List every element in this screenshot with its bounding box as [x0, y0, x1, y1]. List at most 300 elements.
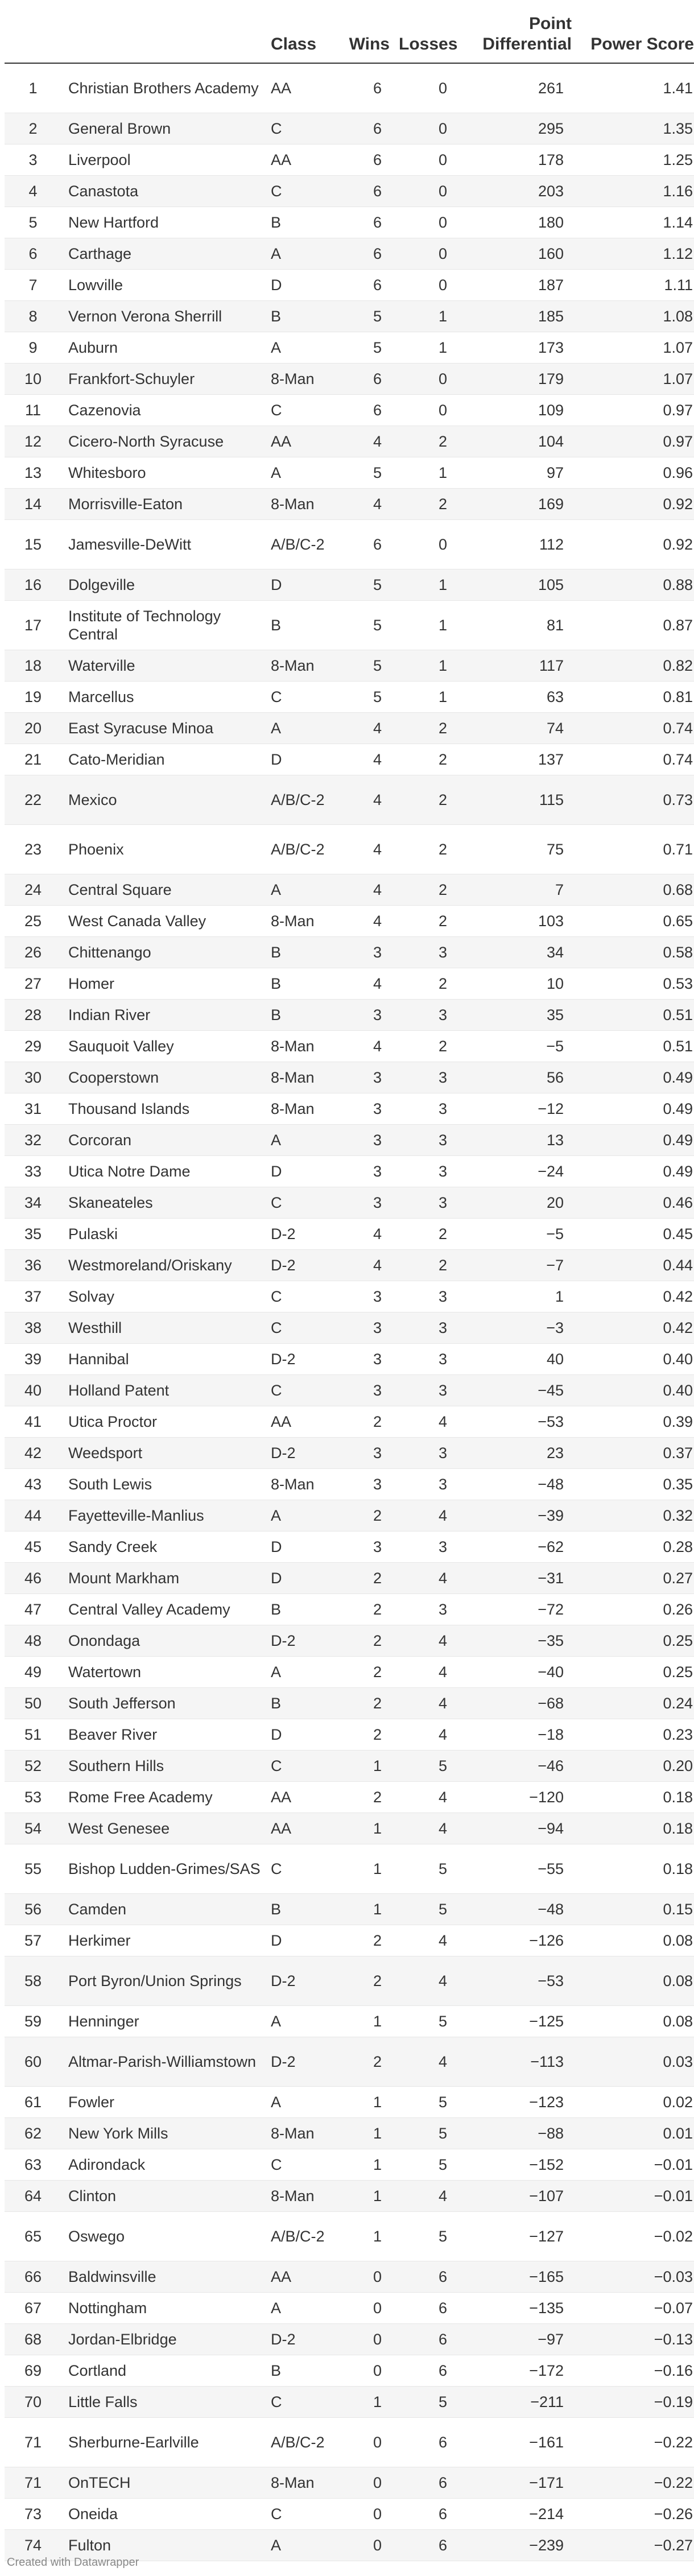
wins-cell: 2 — [337, 1563, 394, 1594]
team-cell: Onondaga — [61, 1625, 266, 1657]
table-row — [5, 1344, 694, 1375]
team-cell: Indian River — [61, 1000, 266, 1031]
class-cell: D — [266, 1531, 337, 1563]
wins-cell: 6 — [337, 207, 394, 238]
table-row — [5, 2087, 694, 2118]
power-score-cell: 0.74 — [576, 713, 694, 744]
table-row — [5, 1125, 694, 1156]
team-cell: Herkimer — [61, 1925, 266, 1956]
power-score-cell: 0.46 — [576, 1187, 694, 1219]
point-differential-cell: 180 — [460, 207, 576, 238]
class-cell: C — [266, 1844, 337, 1894]
rank-cell: 59 — [5, 2006, 61, 2037]
power-score-cell: 0.49 — [576, 1156, 694, 1187]
losses-cell: 4 — [394, 1813, 460, 1844]
class-cell: A/B/C-2 — [266, 775, 337, 825]
wins-cell: 6 — [337, 270, 394, 301]
wins-cell: 3 — [337, 1375, 394, 1406]
losses-cell: 5 — [394, 1844, 460, 1894]
wins-cell: 5 — [337, 332, 394, 364]
team-cell: West Canada Valley — [61, 906, 266, 937]
team-cell: Vernon Verona Sherrill — [61, 301, 266, 332]
class-cell: 8-Man — [266, 2118, 337, 2149]
team-cell: Port Byron/Union Springs — [61, 1956, 266, 2006]
class-cell: 8-Man — [266, 364, 337, 395]
point-differential-cell: 160 — [460, 238, 576, 270]
rank-cell: 60 — [5, 2037, 61, 2087]
power-score-cell: 0.58 — [576, 937, 694, 968]
team-cell: Utica Proctor — [61, 1406, 266, 1438]
team-cell: Fulton — [61, 2530, 266, 2561]
team-cell: Cato-Meridian — [61, 744, 266, 775]
losses-cell: 3 — [394, 1344, 460, 1375]
point-differential-cell: 115 — [460, 775, 576, 825]
wins-cell: 3 — [337, 1438, 394, 1469]
rank-cell: 48 — [5, 1625, 61, 1657]
class-cell: A — [266, 1125, 337, 1156]
rank-cell: 71 — [5, 2467, 61, 2499]
point-differential-cell: −165 — [460, 2261, 576, 2293]
team-cell: Clinton — [61, 2181, 266, 2212]
team-cell: Dolgeville — [61, 569, 266, 601]
rank-cell: 14 — [5, 489, 61, 520]
rank-cell: 38 — [5, 1312, 61, 1344]
rank-cell: 8 — [5, 301, 61, 332]
point-differential-cell: −97 — [460, 2324, 576, 2355]
wins-cell: 2 — [337, 1594, 394, 1625]
wins-cell: 1 — [337, 2087, 394, 2118]
team-cell: Cazenovia — [61, 395, 266, 426]
losses-cell: 2 — [394, 489, 460, 520]
rank-cell: 45 — [5, 1531, 61, 1563]
wins-cell: 4 — [337, 775, 394, 825]
team-cell: General Brown — [61, 113, 266, 145]
rank-cell: 37 — [5, 1281, 61, 1312]
table-row — [5, 1751, 694, 1782]
class-cell: B — [266, 1688, 337, 1719]
losses-cell: 4 — [394, 1688, 460, 1719]
team-cell: Holland Patent — [61, 1375, 266, 1406]
team-cell: South Lewis — [61, 1469, 266, 1500]
team-cell: Solvay — [61, 1281, 266, 1312]
wins-cell: 0 — [337, 2355, 394, 2387]
wins-cell: 3 — [337, 1156, 394, 1187]
class-cell: 8-Man — [266, 2181, 337, 2212]
losses-cell: 1 — [394, 301, 460, 332]
team-cell: Jordan-Elbridge — [61, 2324, 266, 2355]
losses-cell: 4 — [394, 2037, 460, 2087]
rankings-table — [5, 14, 694, 2561]
team-cell: East Syracuse Minoa — [61, 713, 266, 744]
rank-cell: 30 — [5, 1062, 61, 1093]
power-score-cell: 0.96 — [576, 457, 694, 489]
point-differential-cell: −125 — [460, 2006, 576, 2037]
rank-cell: 73 — [5, 2499, 61, 2530]
rank-cell: 24 — [5, 874, 61, 906]
class-cell: A/B/C-2 — [266, 2418, 337, 2467]
losses-cell: 3 — [394, 1469, 460, 1500]
point-differential-cell: −127 — [460, 2212, 576, 2261]
point-differential-cell: 295 — [460, 113, 576, 145]
power-score-cell: −0.27 — [576, 2530, 694, 2561]
team-cell: Southern Hills — [61, 1751, 266, 1782]
losses-cell: 1 — [394, 569, 460, 601]
power-score-cell: −0.01 — [576, 2181, 694, 2212]
rank-cell: 20 — [5, 713, 61, 744]
wins-cell: 5 — [337, 682, 394, 713]
losses-cell: 3 — [394, 1594, 460, 1625]
table-row — [5, 63, 694, 113]
losses-cell: 3 — [394, 1187, 460, 1219]
wins-cell: 4 — [337, 1219, 394, 1250]
losses-cell: 0 — [394, 270, 460, 301]
rank-cell: 44 — [5, 1500, 61, 1531]
team-cell: Central Square — [61, 874, 266, 906]
losses-cell: 1 — [394, 457, 460, 489]
wins-cell: 6 — [337, 176, 394, 207]
wins-cell: 1 — [337, 1844, 394, 1894]
power-score-cell: 1.11 — [576, 270, 694, 301]
point-differential-cell: −45 — [460, 1375, 576, 1406]
losses-cell: 2 — [394, 906, 460, 937]
wins-cell: 4 — [337, 968, 394, 1000]
power-score-cell: 0.37 — [576, 1438, 694, 1469]
table-row — [5, 489, 694, 520]
class-cell: B — [266, 1894, 337, 1925]
losses-cell: 1 — [394, 650, 460, 682]
wins-cell: 6 — [337, 395, 394, 426]
class-cell: C — [266, 1187, 337, 1219]
table-row — [5, 457, 694, 489]
class-cell: A/B/C-2 — [266, 825, 337, 874]
table-row — [5, 238, 694, 270]
rank-cell: 17 — [5, 601, 61, 650]
point-differential-cell: 7 — [460, 874, 576, 906]
losses-cell: 4 — [394, 1563, 460, 1594]
team-cell: Nottingham — [61, 2293, 266, 2324]
table-row — [5, 1156, 694, 1187]
wins-cell: 4 — [337, 426, 394, 457]
table-row — [5, 2467, 694, 2499]
point-differential-cell: −48 — [460, 1469, 576, 1500]
class-cell: D-2 — [266, 2324, 337, 2355]
wins-cell: 2 — [337, 1406, 394, 1438]
table-row — [5, 1782, 694, 1813]
power-score-cell: 0.49 — [576, 1062, 694, 1093]
team-cell: Cortland — [61, 2355, 266, 2387]
table-row — [5, 395, 694, 426]
rank-cell: 64 — [5, 2181, 61, 2212]
point-differential-cell: −48 — [460, 1894, 576, 1925]
losses-cell: 4 — [394, 1500, 460, 1531]
rank-cell: 40 — [5, 1375, 61, 1406]
class-cell: C — [266, 1751, 337, 1782]
wins-cell: 1 — [337, 2006, 394, 2037]
team-cell: Fayetteville-Manlius — [61, 1500, 266, 1531]
point-differential-cell: 185 — [460, 301, 576, 332]
class-cell: D-2 — [266, 1438, 337, 1469]
losses-cell: 2 — [394, 744, 460, 775]
table-row — [5, 1657, 694, 1688]
rank-cell: 9 — [5, 332, 61, 364]
team-cell: South Jefferson — [61, 1688, 266, 1719]
class-cell: C — [266, 1375, 337, 1406]
losses-cell: 4 — [394, 1406, 460, 1438]
losses-cell: 0 — [394, 63, 460, 113]
wins-cell: 0 — [337, 2530, 394, 2561]
losses-cell: 2 — [394, 1250, 460, 1281]
table-row — [5, 1219, 694, 1250]
losses-cell: 6 — [394, 2530, 460, 2561]
class-cell: AA — [266, 2261, 337, 2293]
team-cell: Sherburne-Earlville — [61, 2418, 266, 2467]
point-differential-cell: −126 — [460, 1925, 576, 1956]
wins-cell: 3 — [337, 1000, 394, 1031]
point-differential-cell: −171 — [460, 2467, 576, 2499]
losses-cell: 4 — [394, 1719, 460, 1751]
losses-cell: 4 — [394, 1782, 460, 1813]
losses-cell: 4 — [394, 1925, 460, 1956]
team-cell: Oswego — [61, 2212, 266, 2261]
table-row — [5, 1469, 694, 1500]
team-cell: New York Mills — [61, 2118, 266, 2149]
wins-cell: 4 — [337, 906, 394, 937]
power-score-cell: 0.40 — [576, 1344, 694, 1375]
point-differential-cell: −72 — [460, 1594, 576, 1625]
table-row — [5, 520, 694, 569]
class-cell: B — [266, 1594, 337, 1625]
team-cell: Fowler — [61, 2087, 266, 2118]
losses-cell: 0 — [394, 395, 460, 426]
rank-cell: 1 — [5, 63, 61, 113]
team-cell: Cicero-North Syracuse — [61, 426, 266, 457]
point-differential-cell: 203 — [460, 176, 576, 207]
table-row — [5, 1375, 694, 1406]
losses-cell: 5 — [394, 2118, 460, 2149]
class-cell: AA — [266, 1406, 337, 1438]
point-differential-cell: −3 — [460, 1312, 576, 1344]
point-differential-cell: 179 — [460, 364, 576, 395]
rank-cell: 34 — [5, 1187, 61, 1219]
rank-cell: 32 — [5, 1125, 61, 1156]
point-differential-cell: 112 — [460, 520, 576, 569]
rankings-table-container — [5, 14, 694, 2561]
power-score-cell: 0.92 — [576, 489, 694, 520]
rank-cell: 19 — [5, 682, 61, 713]
power-score-cell: −0.02 — [576, 2212, 694, 2261]
class-cell: AA — [266, 1782, 337, 1813]
table-row — [5, 270, 694, 301]
power-score-cell: 1.35 — [576, 113, 694, 145]
rank-cell: 26 — [5, 937, 61, 968]
losses-cell: 0 — [394, 207, 460, 238]
table-row — [5, 650, 694, 682]
power-score-cell: 0.71 — [576, 825, 694, 874]
wins-cell: 2 — [337, 1956, 394, 2006]
table-row — [5, 1250, 694, 1281]
wins-cell: 5 — [337, 301, 394, 332]
power-score-cell: 0.92 — [576, 520, 694, 569]
rank-cell: 43 — [5, 1469, 61, 1500]
team-cell: Frankfort-Schuyler — [61, 364, 266, 395]
point-differential-cell: 81 — [460, 601, 576, 650]
table-header — [5, 14, 694, 63]
rank-cell: 12 — [5, 426, 61, 457]
power-score-cell: 0.53 — [576, 968, 694, 1000]
power-score-cell: −0.07 — [576, 2293, 694, 2324]
point-differential-cell: 109 — [460, 395, 576, 426]
point-differential-cell: 74 — [460, 713, 576, 744]
team-cell: Sauquoit Valley — [61, 1031, 266, 1062]
wins-cell: 4 — [337, 1250, 394, 1281]
power-score-cell: −0.16 — [576, 2355, 694, 2387]
wins-cell: 0 — [337, 2418, 394, 2467]
wins-cell: 5 — [337, 601, 394, 650]
power-score-cell: 1.16 — [576, 176, 694, 207]
team-cell: Canastota — [61, 176, 266, 207]
class-cell: C — [266, 1312, 337, 1344]
wins-cell: 1 — [337, 1751, 394, 1782]
point-differential-cell: −239 — [460, 2530, 576, 2561]
losses-cell: 5 — [394, 2387, 460, 2418]
point-differential-cell: −161 — [460, 2418, 576, 2467]
power-score-cell: 0.51 — [576, 1000, 694, 1031]
class-cell: D-2 — [266, 1219, 337, 1250]
wins-cell: 0 — [337, 2293, 394, 2324]
table-row — [5, 1312, 694, 1344]
point-differential-cell: −214 — [460, 2499, 576, 2530]
team-cell: Watertown — [61, 1657, 266, 1688]
losses-cell: 5 — [394, 2087, 460, 2118]
table-row — [5, 2212, 694, 2261]
rank-cell: 3 — [5, 145, 61, 176]
class-cell: A — [266, 2293, 337, 2324]
team-cell: Institute of Technology Central — [61, 601, 266, 650]
losses-cell: 6 — [394, 2261, 460, 2293]
power-score-cell: 0.42 — [576, 1281, 694, 1312]
losses-cell: 0 — [394, 113, 460, 145]
power-score-cell: 0.35 — [576, 1469, 694, 1500]
power-score-cell: −0.19 — [576, 2387, 694, 2418]
table-row — [5, 332, 694, 364]
power-score-cell: 0.08 — [576, 1925, 694, 1956]
table-row — [5, 1062, 694, 1093]
losses-cell: 4 — [394, 1657, 460, 1688]
losses-cell: 3 — [394, 1000, 460, 1031]
rank-cell: 71 — [5, 2418, 61, 2467]
rank-cell: 11 — [5, 395, 61, 426]
losses-cell: 2 — [394, 968, 460, 1000]
table-row — [5, 2037, 694, 2087]
rank-cell: 61 — [5, 2087, 61, 2118]
rank-cell: 56 — [5, 1894, 61, 1925]
rank-cell: 70 — [5, 2387, 61, 2418]
wins-cell: 2 — [337, 1500, 394, 1531]
point-differential-cell: −113 — [460, 2037, 576, 2087]
rank-cell: 52 — [5, 1751, 61, 1782]
wins-cell: 3 — [337, 1125, 394, 1156]
point-differential-cell: −107 — [460, 2181, 576, 2212]
rank-cell: 33 — [5, 1156, 61, 1187]
team-cell: Christian Brothers Academy — [61, 63, 266, 113]
class-cell: B — [266, 2355, 337, 2387]
class-cell: D — [266, 1156, 337, 1187]
rank-cell: 69 — [5, 2355, 61, 2387]
team-cell: Cooperstown — [61, 1062, 266, 1093]
wins-cell: 4 — [337, 825, 394, 874]
point-differential-cell: −120 — [460, 1782, 576, 1813]
wins-cell: 3 — [337, 1312, 394, 1344]
rank-cell: 2 — [5, 113, 61, 145]
point-differential-cell: 75 — [460, 825, 576, 874]
team-cell: Westmoreland/Oriskany — [61, 1250, 266, 1281]
table-row — [5, 113, 694, 145]
team-cell: Central Valley Academy — [61, 1594, 266, 1625]
class-cell: AA — [266, 145, 337, 176]
team-cell: Baldwinsville — [61, 2261, 266, 2293]
table-row — [5, 775, 694, 825]
table-row — [5, 2293, 694, 2324]
point-differential-cell: 105 — [460, 569, 576, 601]
wins-cell: 2 — [337, 1719, 394, 1751]
class-cell: C — [266, 682, 337, 713]
wins-header: Wins — [337, 14, 394, 63]
table-row — [5, 1813, 694, 1844]
rank-cell: 47 — [5, 1594, 61, 1625]
power-score-cell: 1.07 — [576, 364, 694, 395]
losses-cell: 3 — [394, 1062, 460, 1093]
table-row — [5, 2006, 694, 2037]
point-differential-cell: 104 — [460, 426, 576, 457]
table-row — [5, 2261, 694, 2293]
point-differential-cell: −31 — [460, 1563, 576, 1594]
class-header: Class — [266, 14, 337, 63]
point-differential-cell: 103 — [460, 906, 576, 937]
wins-cell: 2 — [337, 1657, 394, 1688]
point-differential-cell: 261 — [460, 63, 576, 113]
team-cell: Weedsport — [61, 1438, 266, 1469]
rank-cell: 67 — [5, 2293, 61, 2324]
point-differential-cell: −68 — [460, 1688, 576, 1719]
wins-cell: 1 — [337, 1894, 394, 1925]
wins-cell: 6 — [337, 63, 394, 113]
losses-header: Losses — [394, 14, 460, 63]
losses-cell: 2 — [394, 426, 460, 457]
wins-cell: 1 — [337, 2118, 394, 2149]
team-cell: Bishop Ludden-Grimes/SAS — [61, 1844, 266, 1894]
rank-cell: 29 — [5, 1031, 61, 1062]
table-row — [5, 744, 694, 775]
wins-cell: 6 — [337, 145, 394, 176]
table-row — [5, 1406, 694, 1438]
wins-cell: 5 — [337, 569, 394, 601]
team-cell: Liverpool — [61, 145, 266, 176]
power-score-cell: −0.03 — [576, 2261, 694, 2293]
table-row — [5, 1281, 694, 1312]
team-cell: New Hartford — [61, 207, 266, 238]
team-cell: Marcellus — [61, 682, 266, 713]
team-cell: Pulaski — [61, 1219, 266, 1250]
wins-cell: 5 — [337, 650, 394, 682]
wins-cell: 3 — [337, 1344, 394, 1375]
point-differential-cell: −211 — [460, 2387, 576, 2418]
table-row — [5, 364, 694, 395]
power-score-cell: 0.08 — [576, 1956, 694, 2006]
table-row — [5, 1563, 694, 1594]
losses-cell: 5 — [394, 2006, 460, 2037]
table-row — [5, 2418, 694, 2467]
power-score-cell: 0.97 — [576, 426, 694, 457]
